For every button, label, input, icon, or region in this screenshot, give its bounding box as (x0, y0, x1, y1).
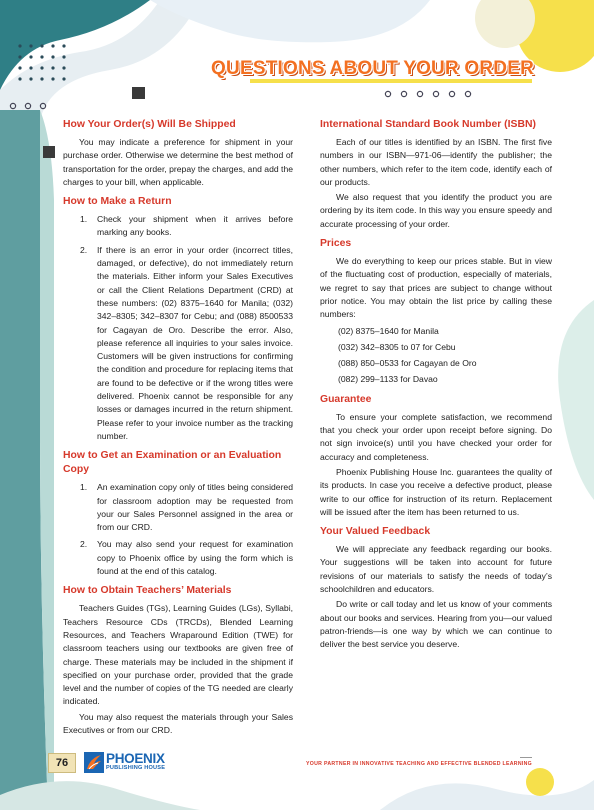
isbn-paragraph-1: Each of our titles is identified by an ISBN. The first five numbers in our ISBN—971-06—identify the publisher; the other numbers, which refer to the item code, identify each of our products. (320, 137, 552, 187)
list-item (63, 213, 293, 240)
left-column (63, 118, 293, 743)
section-examination (63, 449, 293, 578)
list-item (63, 481, 293, 534)
section-heading-examination: How to Get an Examination or an Evaluation Copy (63, 450, 282, 476)
phone-number: (082) 299–1133 for Davao (338, 374, 438, 385)
section-heading-returns: How to Make a Return (63, 196, 172, 208)
tagline-rule (520, 757, 532, 758)
shipping-paragraph: You may indicate a preference for shipment in your purchase order. Otherwise we determine the best method of transportation for the order, prepay the charges, and add the charges to your bill, when applicable. (63, 137, 293, 187)
section-heading-teachers: How to Obtain Teachers’ Materials (63, 585, 232, 597)
feedback-paragraph-1: We will appreciate any feedback regarding our books. Your suggestions will be taken into account for future revisions of our materials to satisfy the needs of today’s schoolchildren and educators. (320, 544, 552, 595)
phone-number: (088) 850–0533 for Cagayan de Oro (338, 358, 477, 369)
list-number: 1. (80, 214, 88, 225)
page-number: 76 (48, 753, 76, 773)
logo-subtitle: PUBLISHING HOUSE (106, 765, 166, 771)
examination-list (63, 481, 293, 578)
section-heading-prices: Prices (320, 238, 352, 250)
section-prices (320, 237, 552, 387)
list-item (63, 538, 293, 578)
phoenix-bird-icon (84, 752, 104, 773)
list-item (63, 244, 293, 443)
section-guarantee (320, 393, 552, 519)
teachers-paragraph-2: You may also request the materials through your Sales Executives or from our CRD. (63, 711, 293, 735)
guarantee-paragraph-1: To ensure your complete satisfaction, we recommend that you check your order upon receipt before signing. Do not sign invoice(s) until you have checked your order for accuracy and completeness. (320, 411, 552, 462)
section-heading-feedback: Your Valued Feedback (320, 526, 431, 538)
logo-name: PHOENIX (106, 751, 165, 766)
phone-number: (032) 342–8305 to 07 for Cebu (338, 341, 456, 352)
section-returns (63, 195, 293, 443)
footer-tagline: YOUR PARTNER IN INNOVATIVE TEACHING AND EFFECTIVE BLENDED LEARNING (306, 761, 532, 767)
isbn-paragraph-2: We also request that you identify the product you are ordering by its item code. In this way you ensure speedy and accurate processing of your order. (320, 192, 552, 229)
list-item-text: Check your shipment when it arrives before marking any books. (97, 214, 293, 238)
phone-number: (02) 8375–1640 for Manila (338, 325, 439, 336)
list-item-text: You may also send your request for examination copy to Phoenix office by using the form which is found at the end of this catalog. (97, 539, 293, 577)
list-item-text: An examination copy only of titles being considered for classroom adoption may be requested from your our Sales Personnel assigned in the area or from our CRD. (97, 482, 293, 533)
teachers-paragraph-1: Teachers Guides (TGs), Learning Guides (LGs), Syllabi, Teachers Resource CDs (TRCDs), Blended Learning Resources, and Teachers Wraparound Edition (TWE) for classroom teachers using our textbooks are given free of charge. These materials may be included in the shipment if specified on your purchase order, provided that the grade level and the number of copies of the TG needed are clearly indicated. (63, 603, 293, 707)
guarantee-paragraph-2: Phoenix Publishing House Inc. guarantees the quality of its products. In case you receive a defective product, please write to our office for instruction of its return. Replacement will be issued after the item has been returned to us. (320, 466, 552, 517)
list-number: 1. (80, 482, 88, 493)
list-item-text: If there is an error in your order (incorrect titles, damaged, or defective), do not immediately return the materials. Either inform your Sales Executives or call the Client Relations Department (CRD) at these numbers: (02) 8375–1640 for Manila; (032) 342–8305; 342–8307 for Cebu; and (088) 8500533 for Cagayan de Oro. Describe the error. Also, please reference all inquiries to your sales invoice. Customers will be given instructions for confirming the condition and procedure for replacing items that are found to be defective or if the wrong titles were delivered. Phoenix cannot be responsible for any losses or damages incurred in the return shipment. Please refer to your invoice number as the tracking number. (97, 244, 293, 441)
section-feedback (320, 525, 552, 651)
section-shipping (63, 118, 293, 189)
prices-paragraph: We do everything to keep our prices stable. But in view of the fluctuating cost of production, especially of materials, we regret to say that prices are subject to change without prior notice. You may obtain the list price by calling these numbers: (320, 256, 552, 320)
list-number: 2. (80, 244, 88, 255)
section-heading-isbn: International Standard Book Number (ISBN) (320, 119, 536, 130)
section-teachers-materials (63, 584, 293, 737)
page-title: QUESTIONS ABOUT YOUR ORDER (211, 58, 534, 79)
section-heading-shipping: How Your Order(s) Will Be Shipped (63, 119, 236, 130)
right-column (320, 118, 552, 658)
returns-list (63, 213, 293, 443)
list-number: 2. (80, 539, 88, 550)
section-heading-guarantee: Guarantee (320, 393, 372, 405)
phone-list (320, 325, 552, 387)
section-isbn (320, 118, 552, 231)
feedback-paragraph-2: Do write or call today and let us know of your comments about our books and services. Hearing from you—our valued patron-friends—is one way by which we can continue to deliver the best service you deserve. (320, 599, 552, 650)
phoenix-logo (84, 752, 168, 774)
